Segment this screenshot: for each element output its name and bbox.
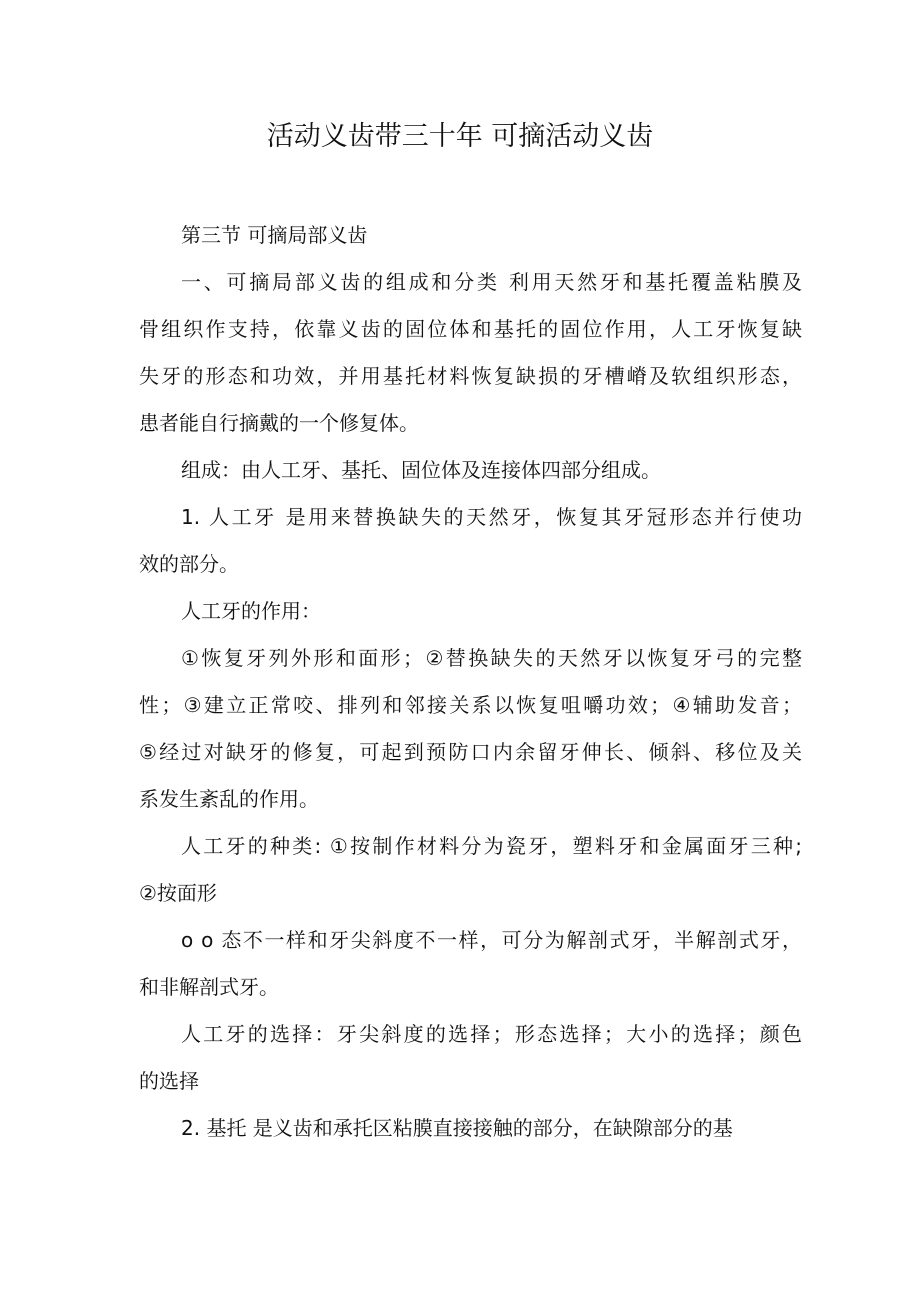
text-line: 第三节 可摘局部义齿 bbox=[181, 223, 368, 247]
text-line: 系发生紊乱的作用。 bbox=[139, 787, 319, 811]
text-line: 的选择 bbox=[139, 1069, 199, 1093]
paragraph bbox=[139, 592, 802, 639]
text-line: 2. 基托 是义齿和承托区粘膜直接接触的部分，在缺隙部分的基 bbox=[181, 1116, 733, 1140]
paragraph bbox=[139, 639, 802, 827]
text-line: 骨组织作支持，依靠义齿的固位体和基托的固位作用，人工牙恢复缺 bbox=[139, 317, 802, 341]
paragraph bbox=[139, 451, 802, 498]
text-line: 组成：由人工牙、基托、固位体及连接体四部分组成。 bbox=[181, 458, 661, 482]
text-line: ⑤经过对缺牙的修复，可起到预防口内余留牙伸长、倾斜、移位及关 bbox=[139, 740, 802, 764]
text-line: 人工牙的选择：牙尖斜度的选择；形态选择；大小的选择；颜色 bbox=[181, 1022, 802, 1046]
paragraph bbox=[139, 827, 802, 921]
paragraph bbox=[139, 1109, 802, 1156]
text-line: 失牙的形态和功效，并用基托材料恢复缺损的牙槽嵴及软组织形态， bbox=[139, 364, 802, 388]
document-title: 活动义齿带三十年 可摘活动义齿 bbox=[266, 121, 654, 152]
text-line: 1. 人工牙 是用来替换缺失的天然牙，恢复其牙冠形态并行使功 bbox=[181, 505, 802, 529]
text-line: 人工牙的种类: ①按制作材料分为瓷牙，塑料牙和金属面牙三种; bbox=[181, 834, 802, 858]
text-line: 和非解剖式牙。 bbox=[139, 975, 279, 999]
text-line: 人工牙的作用： bbox=[181, 599, 321, 623]
text-line: ①恢复牙列外形和面形；②替换缺失的天然牙以恢复牙弓的完整 bbox=[181, 646, 802, 670]
paragraph bbox=[139, 263, 802, 451]
text-line: 效的部分。 bbox=[139, 552, 239, 576]
paragraph bbox=[139, 921, 802, 1015]
paragraph bbox=[139, 1015, 802, 1109]
document-body bbox=[139, 216, 802, 1156]
text-line: ②按面形 bbox=[139, 881, 217, 905]
text-line: 患者能自行摘戴的一个修复体。 bbox=[139, 411, 419, 435]
text-line: 一、可摘局部义齿的组成和分类 利用天然牙和基托覆盖粘膜及 bbox=[181, 270, 802, 294]
text-line: 性；③建立正常咬、排列和邻接关系以恢复咀嚼功效；④辅助发音； bbox=[139, 693, 802, 717]
text-line: o o 态不一样和牙尖斜度不一样，可分为解剖式牙，半解剖式牙， bbox=[181, 928, 802, 952]
paragraph bbox=[139, 216, 802, 263]
paragraph bbox=[139, 498, 802, 592]
